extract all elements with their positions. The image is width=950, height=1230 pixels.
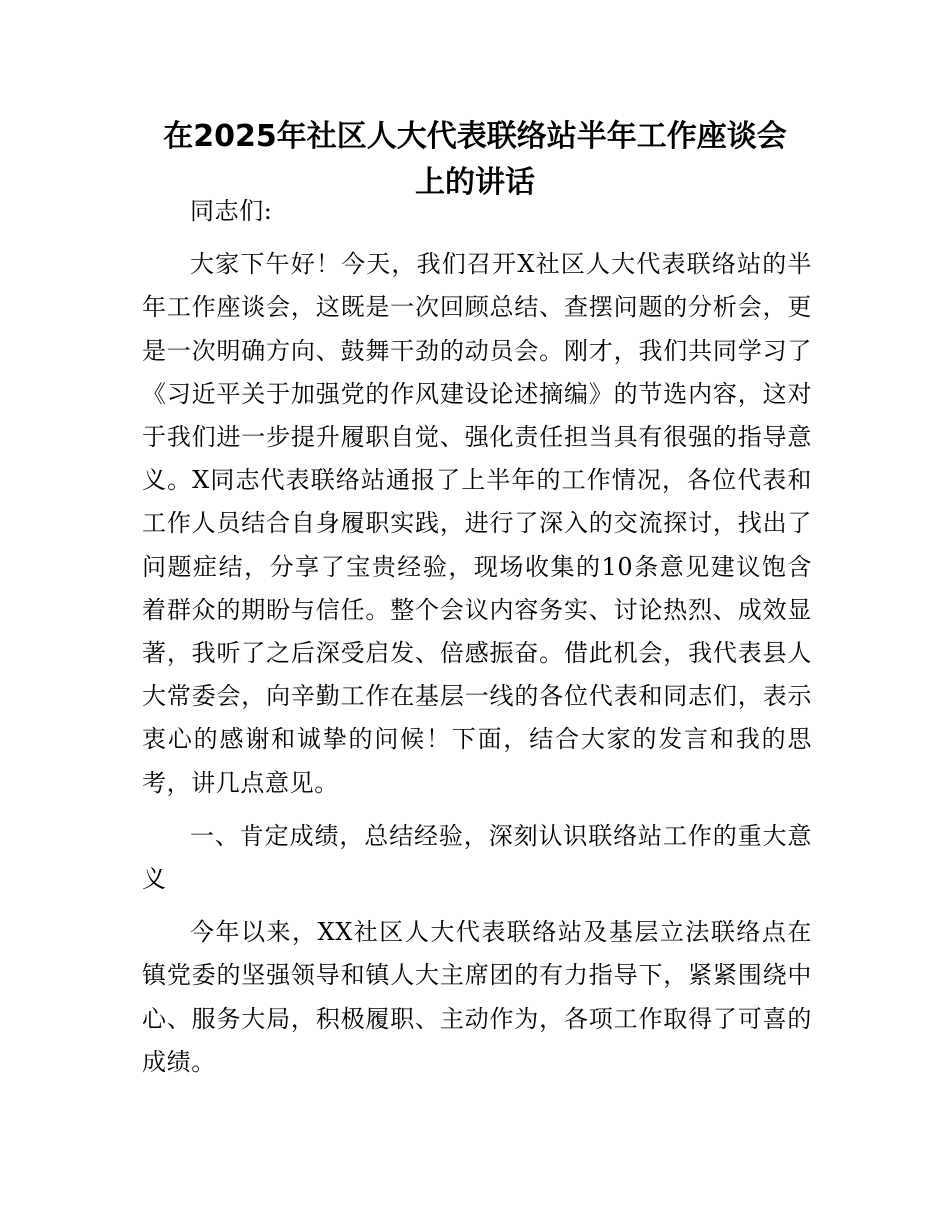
document-body xyxy=(142,190,812,1084)
paragraph-achievements: 今年以来，XX社区人大代表联络站及基层立法联络点在镇党委的坚强领导和镇人大主席团的有力指导下，紧紧围绕中心、服务大局，积极履职、主动作为，各项工作取得了可喜的成绩。 xyxy=(142,918,812,1076)
document-title-line-2: 上的讲话 xyxy=(415,165,535,200)
salutation: 同志们: xyxy=(190,197,273,225)
paragraph-opening: 大家下午好！今天，我们召开X社区人大代表联络站的半年工作座谈会，这既是一次回顾总结、查摆问题的分析会，更是一次明确方向、鼓舞干劲的动员会。刚才，我们共同学习了《习近平关于加强党的作风建设论述摘编》的节选内容，这对于我们进一步提升履职自觉、强化责任担当具有很强的指导意义。X同志代表联络站通报了上半年的工作情况，各位代表和工作人员结合自身履职实践，进行了深入的交流探讨，找出了问题症结，分享了宝贵经验，现场收集的10条意见建议饱含着群众的期盼与信任。整个会议内容务实、讨论热烈、成效显著，我听了之后深受启发、倍感振奋。借此机会，我代表县人大常委会，向辛勤工作在基层一线的各位代表和同志们，表示衷心的感谢和诚挚的问候！下面，结合大家的发言和我的思考，讲几点意见。 xyxy=(142,250,812,797)
document-title-line-1: 在2025年社区人大代表联络站半年工作座谈会 xyxy=(163,119,787,154)
section-heading-one: 一、肯定成绩，总结经验，深刻认识联络站工作的重大意义 xyxy=(142,821,812,894)
